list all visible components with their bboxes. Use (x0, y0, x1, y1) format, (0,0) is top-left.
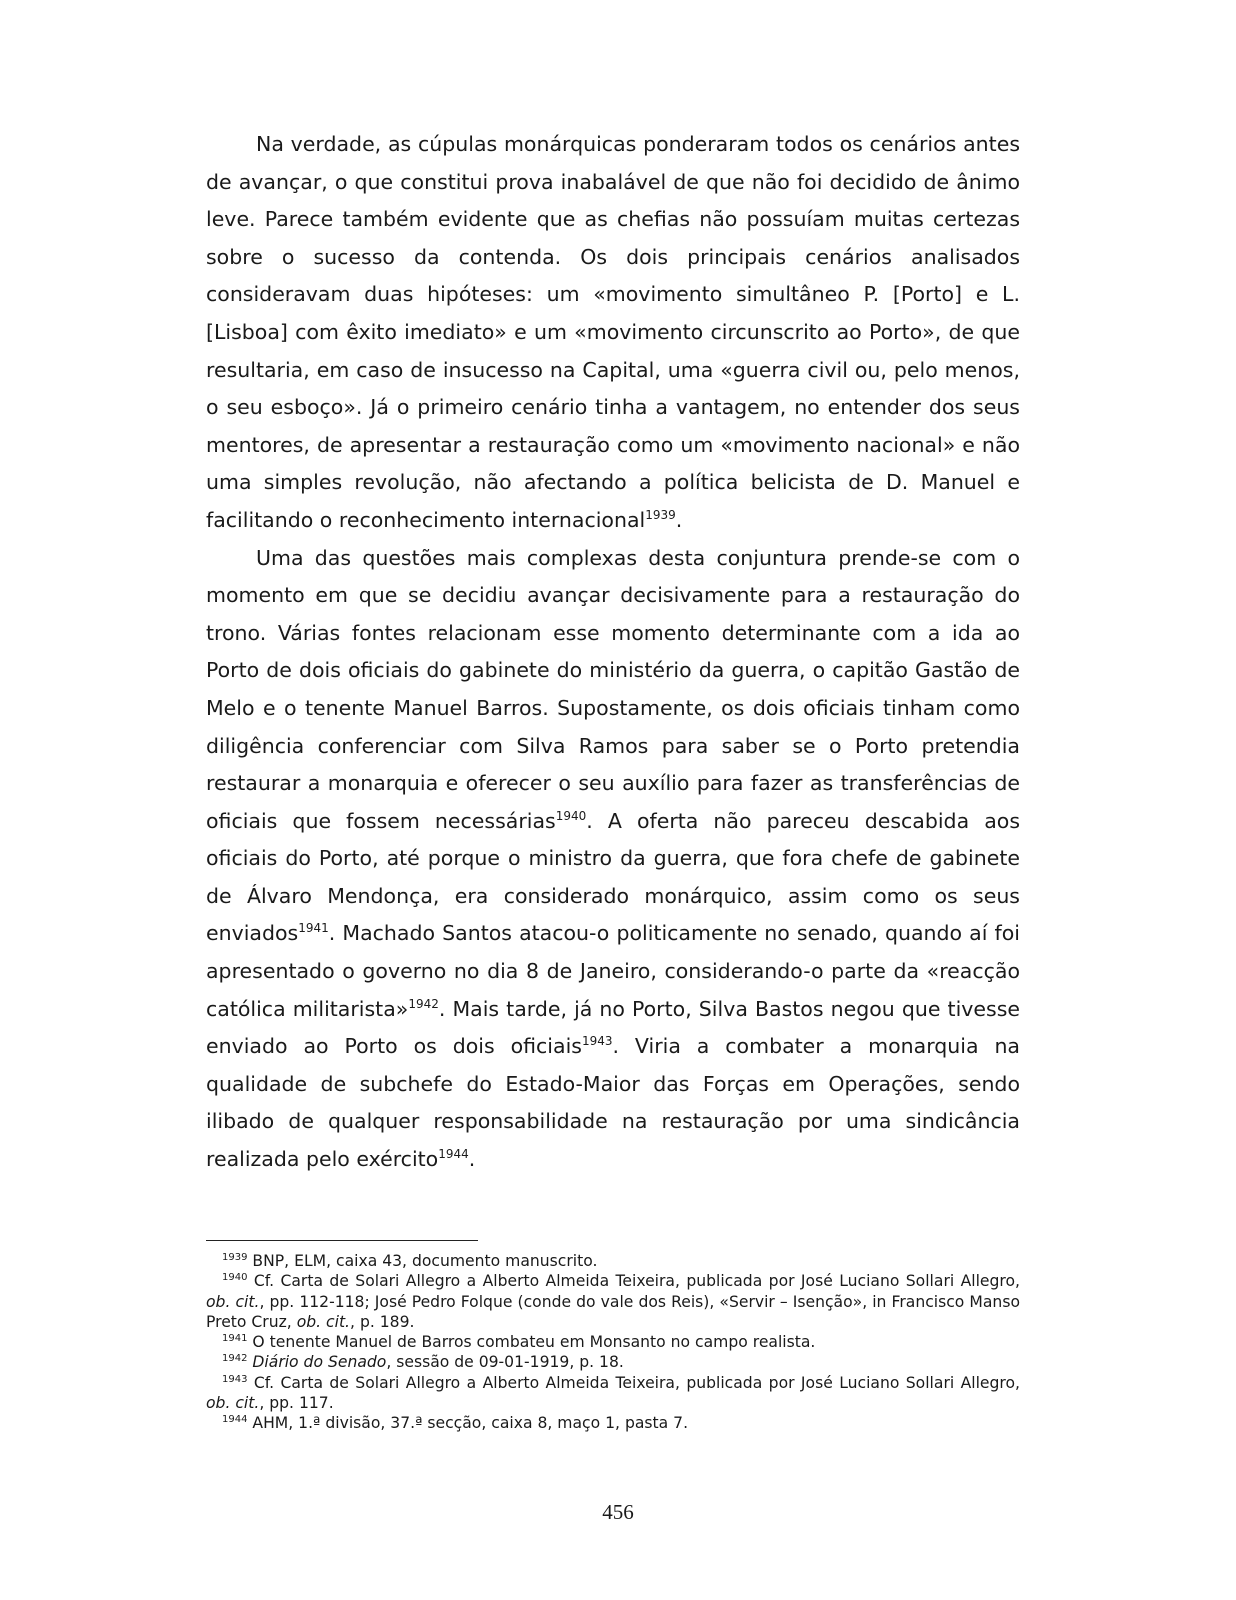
text-run: AHM, 1.ª divisão, 37.ª secção, caixa 8, maço 1, pasta 7. (247, 1414, 689, 1433)
footnote-number: 1940 (222, 1272, 248, 1284)
paragraph (206, 540, 1020, 1179)
footnote-reference: 1940 (555, 808, 587, 823)
paragraph (206, 126, 1020, 540)
page-number: 456 (602, 1500, 634, 1524)
body-text (206, 126, 1020, 1179)
text-run: , pp. 117. (259, 1394, 334, 1413)
italic-text: Diário do Senado (252, 1353, 387, 1372)
text-run: . (675, 507, 683, 532)
footnote-reference: 1942 (408, 996, 439, 1011)
italic-text: ob. cit. (206, 1292, 260, 1311)
footnote-number: 1941 (222, 1333, 248, 1344)
text-run: . (468, 1147, 476, 1172)
footnote-reference: 1939 (645, 508, 676, 523)
text-run: Uma das questões mais complexas desta conjuntura prende-se com o momento em que se decidiu avançar decisivamente para a restauração do trono. Várias fontes relacionam esse momento determinante com a ida ao Porto de dois oficiais do gabinete do ministério da guerra, o capitão Gastão de Melo e o tenente Manuel Barros. Supostamente, os dois oficiais tinham como diligência conferenciar com Silva Ramos para saber se o Porto pretendia restaurar a monarquia e oferecer o seu auxílio para fazer as transferências de oficiais que fossem necessárias (206, 545, 1020, 833)
text-run: , sessão de 09-01-1919, p. 18. (386, 1353, 624, 1372)
text-run: . Viria a combater a monarquia na qualidade de subchefe do Estado-Maior das Forças em Operações, sendo ilibado de qualquer responsabilidade na restauração por uma sindicância realizada pelo exército (206, 1034, 1020, 1172)
footnote (206, 1251, 1020, 1271)
text-run: . Machado Santos atacou-o politicamente no senado, quando aí foi apresentado o governo no dia 8 de Janeiro, considerando-o parte da «reacção católica militarista» (206, 921, 1020, 1021)
footnote-number: 1942 (222, 1353, 248, 1365)
footnote (206, 1332, 1020, 1352)
footnote-reference: 1944 (438, 1147, 469, 1162)
text-run: Cf. Carta de Solari Allegro a Alberto Almeida Teixeira, publicada por José Luciano Sollari Allegro, (247, 1272, 1020, 1291)
text-run: , p. 189. (350, 1312, 415, 1331)
italic-text: ob. cit. (296, 1312, 351, 1331)
text-run: BNP, ELM, caixa 43, documento manuscrito. (247, 1252, 598, 1270)
footnote-number: 1939 (222, 1251, 248, 1263)
footnote-number: 1944 (222, 1414, 248, 1426)
footnote-reference: 1943 (581, 1034, 613, 1049)
footnote (206, 1352, 1020, 1372)
text-run: . A oferta não pareceu descabida aos oficiais do Porto, até porque o ministro da guerra, que fora chefe de gabinete de Álvaro Mendonça, era considerado monárquico, assim como os seus enviados (206, 808, 1020, 946)
footnote-number: 1943 (222, 1373, 248, 1385)
footnote (206, 1271, 1020, 1332)
footnote-separator (206, 1240, 478, 1241)
text-run: . Mais tarde, já no Porto, Silva Bastos negou que tivesse enviado ao Porto os dois oficiais (206, 996, 1020, 1059)
text-run: Na verdade, as cúpulas monárquicas ponderaram todos os cenários antes de avançar, o que constitui prova inabalável de que não foi decidido de ânimo leve. Parece também evidente que as chefias não possuíam muitas certezas sobre o sucesso da contenda. Os dois principais cenários analisados consideravam duas hipóteses: um «movimento simultâneo P. [Porto] e L. [Lisboa] com êxito imediato» e um «movimento circunscrito ao Porto», de que resultaria, em caso de insucesso na Capital, uma «guerra civil ou, pelo menos, o seu esboço». Já o primeiro cenário tinha a vantagem, no entender dos seus mentores, de apresentar a restauração como um «movimento nacional» e não uma simples revolução, não afectando a política belicista de D. Manuel e facilitando o reconhecimento internacional (206, 132, 1020, 532)
footnote-reference: 1941 (298, 921, 329, 936)
text-run: , pp. 112-118; José Pedro Folque (conde do vale dos Reis), «Servir – Isenção», in Francisco Manso Preto Cruz, (206, 1292, 1020, 1331)
footnote (206, 1413, 1020, 1433)
footnote (206, 1373, 1020, 1414)
text-run: Cf. Carta de Solari Allegro a Alberto Almeida Teixeira, publicada por José Luciano Sollari Allegro, (247, 1373, 1020, 1392)
text-run: O tenente Manuel de Barros combateu em Monsanto no campo realista. (247, 1333, 816, 1352)
footnotes (206, 1251, 1020, 1434)
italic-text: ob. cit. (206, 1394, 260, 1413)
